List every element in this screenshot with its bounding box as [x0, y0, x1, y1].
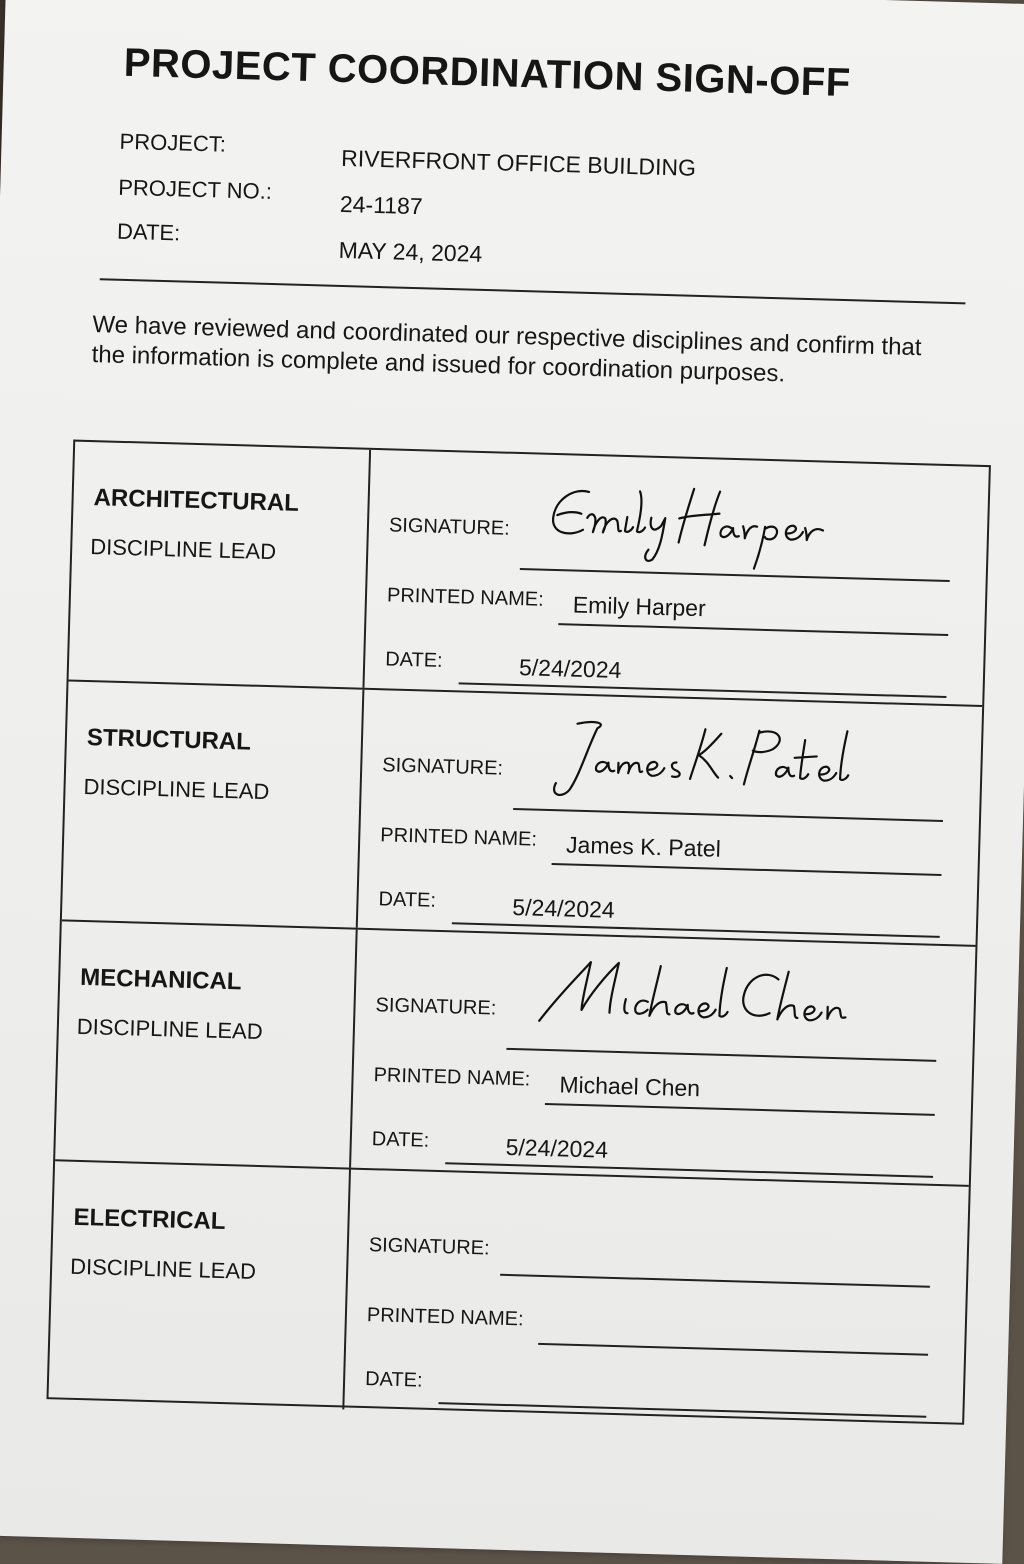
- date-field-value: 5/24/2024: [505, 1133, 609, 1163]
- signature-michael-chen: [529, 949, 872, 1054]
- discipline-name: ARCHITECTURAL: [93, 484, 300, 517]
- discipline-cell: [69, 442, 372, 688]
- date-field-value: 5/24/2024: [512, 893, 616, 923]
- printed-name-label: PRINTED NAME:: [386, 584, 544, 611]
- document-title: PROJECT COORDINATION SIGN-OFF: [123, 40, 852, 106]
- signature-label: SIGNATURE:: [368, 1234, 490, 1260]
- discipline-name: ELECTRICAL: [73, 1203, 226, 1236]
- discipline-role: DISCIPLINE LEAD: [89, 534, 277, 565]
- date-field-label: DATE:: [371, 1128, 430, 1152]
- date-field-label: DATE:: [384, 648, 443, 672]
- signoff-row-architectural: [69, 442, 989, 707]
- signature-label: SIGNATURE:: [375, 994, 497, 1020]
- printed-name-value: Emily Harper: [572, 591, 707, 622]
- printed-name-label: PRINTED NAME:: [373, 1064, 531, 1091]
- discipline-role: DISCIPLINE LEAD: [83, 773, 270, 805]
- coordination-statement: We have reviewed and coordinated our respective disciplines and confirm that the information is complete and issued for coordination purposes.: [91, 311, 922, 388]
- signature-james-k-patel: [535, 709, 878, 814]
- signature-emily-harper: [542, 469, 885, 574]
- signature-line[interactable]: [500, 1274, 930, 1288]
- project-no-label: PROJECT NO.:: [117, 174, 273, 204]
- date-line[interactable]: [438, 1402, 926, 1417]
- printed-name-value: Michael Chen: [559, 1071, 701, 1102]
- signature-label: SIGNATURE:: [381, 754, 504, 780]
- project-value: RIVERFRONT OFFICE BUILDING: [340, 144, 697, 181]
- discipline-cell: [48, 1161, 351, 1409]
- printed-name-label: PRINTED NAME:: [366, 1304, 524, 1331]
- printed-name-line: [552, 863, 942, 875]
- header-divider: [100, 278, 966, 304]
- discipline-role: DISCIPLINE LEAD: [69, 1253, 257, 1284]
- signoff-row-structural: [62, 681, 982, 946]
- discipline-cell: [62, 681, 365, 927]
- date-field-label: DATE:: [378, 888, 437, 912]
- printed-name-line: [558, 623, 948, 635]
- date-field-label: DATE:: [364, 1368, 423, 1392]
- printed-name-label: PRINTED NAME:: [380, 824, 538, 851]
- discipline-cell: [55, 921, 358, 1167]
- printed-name-value: James K. Patel: [565, 831, 722, 862]
- signoff-row-electrical: [48, 1161, 968, 1426]
- discipline-name: STRUCTURAL: [86, 724, 252, 756]
- date-label: DATE:: [116, 218, 181, 246]
- date-value: MAY 24, 2024: [338, 236, 483, 267]
- project-no-value: 24-1187: [339, 190, 423, 220]
- discipline-name: MECHANICAL: [79, 963, 242, 996]
- project-label: PROJECT:: [119, 128, 227, 157]
- signoff-table: [46, 440, 990, 1425]
- printed-name-line: [545, 1103, 935, 1115]
- signoff-row-mechanical: [55, 921, 975, 1186]
- discipline-role: DISCIPLINE LEAD: [76, 1013, 264, 1045]
- date-field-value: 5/24/2024: [518, 654, 622, 683]
- signature-label: SIGNATURE:: [388, 514, 511, 540]
- printed-name-line[interactable]: [538, 1343, 928, 1355]
